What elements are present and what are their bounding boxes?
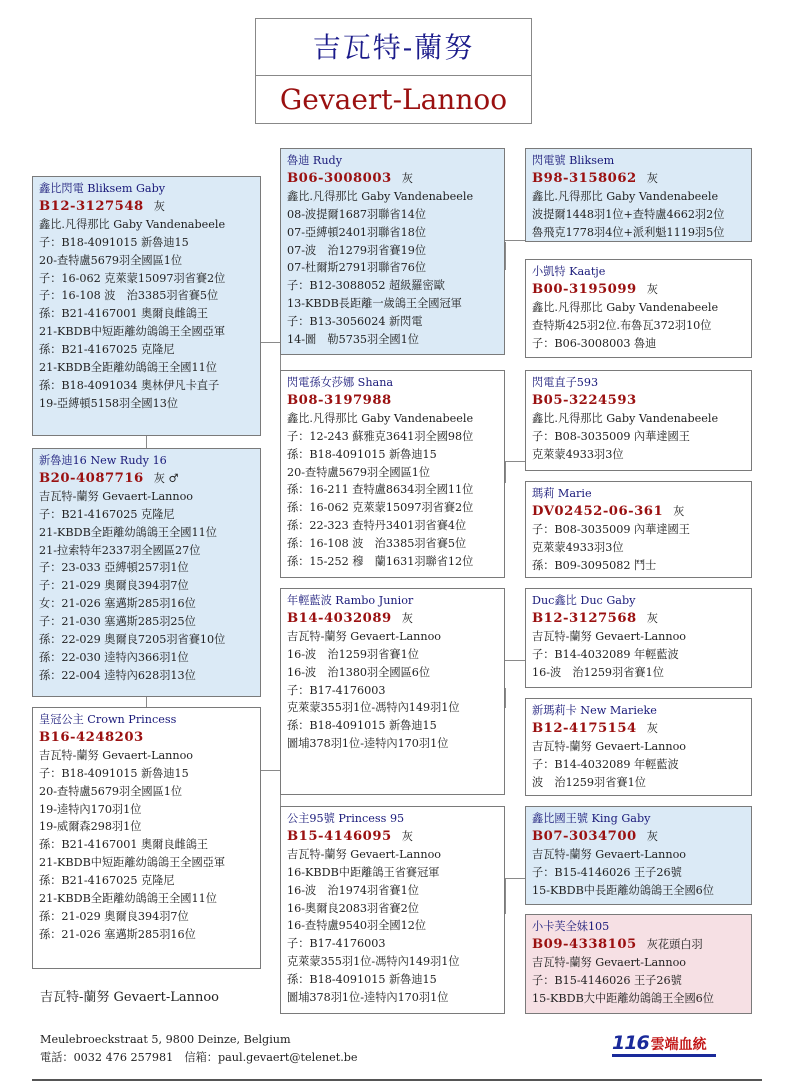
card-lines — [532, 846, 745, 900]
pedigree-card-dsd[interactable] — [525, 698, 752, 796]
pigeon-name: Duc鑫比 Duc Gaby — [532, 594, 636, 607]
record-line: 波 治1259羽省賽1位 — [532, 775, 646, 789]
record-line: 子：B18-4091015 新魯迪15 — [39, 766, 189, 780]
record-line: 07-波 治1279羽省賽19位 — [287, 243, 427, 257]
record-line: 子：B15-4146026 王子26號 — [532, 865, 682, 879]
pigeon-name: 瑪莉 Marie — [532, 487, 592, 500]
record-line: 16-查特盧9540羽全國12位 — [287, 919, 427, 933]
connector — [505, 461, 506, 483]
card-lines — [287, 628, 498, 753]
record-line: 魯飛克1778羽4位+派利魁1119羽5位 — [532, 225, 725, 239]
ring-number: B09-4338105 — [532, 936, 637, 952]
record-line: 15-KBDB大中距離幼鴿鴿王全國6位 — [532, 991, 714, 1005]
record-line: 鑫比.凡得那比 Gaby Vandenabeele — [287, 189, 474, 203]
pigeon-color: 灰 — [646, 611, 658, 625]
record-line: 孫：B18-4091015 新魯迪15 — [287, 447, 437, 461]
record-line: 16-奧爾良2083羽省賽2位 — [287, 901, 419, 915]
record-line: 子：16-108 波 治3385羽省賽5位 — [39, 289, 219, 303]
record-line: 吉瓦特-蘭努 Gevaert-Lannoo — [287, 847, 442, 861]
pigeon-color: 灰 — [646, 721, 658, 735]
pigeon-name: 公主95號 Princess 95 — [287, 812, 405, 825]
pigeon-name: 新瑪莉卡 New Marieke — [532, 704, 657, 717]
record-line: 16-波 治1380羽全國區6位 — [287, 665, 431, 679]
ring-number: B14-4032089 — [287, 610, 392, 626]
card-lines — [39, 488, 254, 685]
card-lines — [532, 299, 745, 353]
ring-number: B07-3034700 — [532, 828, 637, 844]
record-line: 克萊蒙355羽1位-馮特內149羽1位 — [287, 955, 460, 969]
contact-block — [40, 1031, 358, 1067]
record-line: 鑫比.凡得那比 Gaby Vandenabeele — [532, 411, 719, 425]
pedigree-card-dam[interactable] — [32, 707, 261, 969]
record-line: 孫：B18-4091034 奧林伊凡卡直子 — [39, 378, 220, 392]
ring-number: B06-3008003 — [287, 170, 392, 186]
connector — [505, 878, 506, 914]
pigeon-name: 小卡芙全妹105 — [532, 920, 610, 933]
record-line: 子：B14-4032089 年輕藍波 — [532, 647, 679, 661]
connector — [505, 461, 525, 462]
record-line: 吉瓦特-蘭努 Gevaert-Lannoo — [39, 748, 194, 762]
record-line: 吉瓦特-蘭努 Gevaert-Lannoo — [532, 955, 687, 969]
breeder-name-chinese: 吉瓦特-蘭努 — [256, 19, 531, 76]
record-line: 孫：22-323 查特丹3401羽省賽4位 — [287, 519, 467, 533]
connector — [505, 240, 525, 241]
card-lines — [287, 410, 498, 571]
record-line: 20-查特盧5679羽全國區1位 — [287, 465, 431, 479]
pigeon-name: 閃電號 Bliksem — [532, 154, 615, 167]
record-line: 19-亞縛頓5158羽全國13位 — [39, 396, 179, 410]
card-lines — [39, 216, 254, 413]
pigeon-color: 灰 — [401, 829, 413, 843]
pigeon-color: 灰 — [646, 282, 658, 296]
record-line: 21-KBDB全距離幼鴿鴿王全國11位 — [39, 892, 217, 906]
pedigree-card-sss[interactable] — [525, 148, 752, 242]
record-line: 鑫比.凡得那比 Gaby Vandenabeele — [532, 300, 719, 314]
record-line: 子：12-243 蘇雅克3641羽全國98位 — [287, 429, 474, 443]
record-line: 孫：22-030 逵特內366羽1位 — [39, 650, 189, 664]
record-line: 07-亞縛頓2401羽聯省18位 — [287, 225, 427, 239]
pigeon-color: 灰 ♂ — [153, 471, 179, 485]
pigeon-color: 灰 — [401, 611, 413, 625]
record-line: 子：B12-3088052 超級羅密歐 — [287, 279, 445, 293]
ring-number: DV02452-06-361 — [532, 503, 664, 519]
contact-line: 電話：0032 476 257981 信箱：paul.gevaert@telenet.be — [40, 1051, 358, 1064]
record-line: 20-查特盧5679羽全國區1位 — [39, 784, 183, 798]
record-line: 孫：B21-4167025 克隆尼 — [39, 874, 175, 888]
record-line: 07-杜爾斯2791羽聯省76位 — [287, 261, 427, 275]
logo-text: 雲端血統 — [650, 1037, 707, 1053]
pigeon-color: 灰花頭白羽 — [646, 937, 703, 951]
record-line: 21-KBDB全距離幼鴿鴿王全國11位 — [39, 525, 217, 539]
record-line: 13-KBDB長距離一歲鴿王全國冠軍 — [287, 297, 462, 311]
pigeon-name: 魯迪 Rudy — [287, 154, 343, 167]
record-line: 孫：B21-4167025 克隆尼 — [39, 343, 175, 357]
pedigree-card-sdd[interactable] — [525, 481, 752, 578]
pedigree-card-dam-dam[interactable] — [280, 806, 505, 1014]
card-lines — [532, 188, 745, 242]
address-line: Meulebroeckstraat 5, 9800 Deinze, Belgium — [40, 1033, 291, 1046]
ring-number: B16-4248203 — [39, 729, 144, 745]
record-line: 20-查特盧5679羽全國區1位 — [39, 253, 183, 267]
record-line: 子：B21-4167025 克隆尼 — [39, 507, 175, 521]
record-line: 子：23-033 亞縛頓257羽1位 — [39, 561, 189, 575]
record-line: 子：B08-3035009 內華達國王 — [532, 522, 690, 536]
record-line: 子：16-062 克萊蒙15097羽省賽2位 — [39, 271, 226, 285]
ring-number: B05-3224593 — [532, 392, 637, 408]
record-line: 孫：B21-4167001 奧爾良雌鴿王 — [39, 307, 209, 321]
record-line: 克萊蒙4933羽3位 — [532, 540, 624, 554]
card-lines — [532, 738, 745, 792]
record-line: 鑫比.凡得那比 Gaby Vandenabeele — [532, 189, 719, 203]
bottom-divider — [32, 1079, 762, 1081]
record-line: 子：B18-4091015 新魯迪15 — [39, 235, 189, 249]
record-line: 吉瓦特-蘭努 Gevaert-Lannoo — [39, 489, 194, 503]
pigeon-name: 鑫比閃電 Bliksem Gaby — [39, 182, 166, 195]
record-line: 21-KBDB全距離幼鴿鴿王全國11位 — [39, 361, 217, 375]
record-line: 14-圖 勒5735羽全國1位 — [287, 333, 419, 347]
pigeon-color: 灰 — [401, 171, 413, 185]
pigeon-color: 灰 — [646, 829, 658, 843]
record-line: 子：B06-3008003 魯迪 — [532, 336, 657, 350]
record-line: 16-波 治1259羽省賽1位 — [287, 647, 419, 661]
pigeon-name: 皇冠公主 Crown Princess — [39, 713, 177, 726]
pigeon-name: 閃電孫女莎娜 Shana — [287, 376, 394, 389]
pedigree-card-sire[interactable] — [32, 176, 261, 436]
card-lines — [287, 188, 498, 349]
card-lines — [39, 747, 254, 944]
record-line: 圖埔378羽1位-逵特內170羽1位 — [287, 991, 449, 1005]
pigeon-color: 灰 — [153, 199, 165, 213]
pigeon-name: 鑫比國王號 King Gaby — [532, 812, 651, 825]
site-logo[interactable] — [612, 1032, 707, 1054]
record-line: 16-KBDB中距離鴿王省賽冠軍 — [287, 865, 440, 879]
record-line: 16-波 治1259羽省賽1位 — [532, 665, 664, 679]
pigeon-color: 灰 — [673, 504, 685, 518]
ring-number: B15-4146095 — [287, 828, 392, 844]
connector — [505, 878, 525, 879]
pigeon-color: 灰 — [646, 171, 658, 185]
record-line: 子：B14-4032089 年輕藍波 — [532, 757, 679, 771]
pedigree-card-dds[interactable] — [525, 806, 752, 905]
record-line: 孫：B09-3095082 鬥士 — [532, 558, 657, 572]
record-line: 子：B08-3035009 內華達國王 — [532, 429, 690, 443]
record-line: 08-波提爾1687羽聯省14位 — [287, 207, 427, 221]
ring-number: B12-3127568 — [532, 610, 637, 626]
ring-number: B12-3127548 — [39, 198, 144, 214]
connector — [505, 242, 506, 270]
record-line: 孫：22-004 逵特內628羽13位 — [39, 668, 196, 682]
pedigree-card-dam-sire[interactable] — [280, 588, 505, 795]
record-line: 子：B17-4176003 — [287, 937, 386, 951]
record-line: 吉瓦特-蘭努 Gevaert-Lannoo — [532, 847, 687, 861]
connector — [146, 436, 147, 448]
record-line: 孫：B18-4091015 新魯迪15 — [287, 719, 437, 733]
record-line: 鑫比.凡得那比 Gaby Vandenabeele — [39, 217, 226, 231]
ring-number: B08-3197988 — [287, 392, 392, 408]
connector — [146, 697, 147, 707]
record-line: 克萊蒙4933羽3位 — [532, 447, 624, 461]
card-lines — [532, 628, 745, 682]
record-line: 16-波 治1974羽省賽1位 — [287, 883, 419, 897]
record-line: 吉瓦特-蘭努 Gevaert-Lannoo — [532, 739, 687, 753]
record-line: 孫：B18-4091015 新魯迪15 — [287, 973, 437, 987]
pedigree-card-ssd[interactable] — [525, 259, 752, 358]
pigeon-name: 閃電直子593 — [532, 376, 599, 389]
record-line: 圖埔378羽1位-逵特內170羽1位 — [287, 737, 449, 751]
card-lines — [532, 521, 745, 575]
connector — [505, 660, 525, 661]
record-line: 15-KBDB中長距離幼鴿鴿王全國6位 — [532, 883, 714, 897]
pigeon-name: 年輕藍波 Rambo Junior — [287, 594, 414, 607]
record-line: 查特斯425羽2位.布魯瓦372羽10位 — [532, 318, 712, 332]
record-line: 孫：16-211 查特盧8634羽全國11位 — [287, 483, 474, 497]
record-line: 吉瓦特-蘭努 Gevaert-Lannoo — [287, 629, 442, 643]
ring-number: B00-3195099 — [532, 281, 637, 297]
record-line: 子：21-030 塞邁斯285羽25位 — [39, 615, 196, 629]
record-line: 吉瓦特-蘭努 Gevaert-Lannoo — [532, 629, 687, 643]
pedigree-card-sire-dam[interactable] — [280, 370, 505, 578]
record-line: 孫：16-108 波 治3385羽省賽5位 — [287, 537, 467, 551]
record-line: 孫：22-029 奧爾良7205羽省賽10位 — [39, 633, 226, 647]
logo-number: 116 — [612, 1032, 649, 1054]
record-line: 21-拉索特年2337羽全國區27位 — [39, 543, 201, 557]
record-line: 波提爾1448羽1位+查特盧4662羽2位 — [532, 207, 725, 221]
pedigree-title — [255, 18, 532, 124]
ring-number: B20-4087716 — [39, 470, 144, 486]
record-line: 子：B17-4176003 — [287, 683, 386, 697]
card-lines — [532, 410, 745, 464]
pigeon-name: 小凱特 Kaatje — [532, 265, 606, 278]
pedigree-card-subject[interactable] — [32, 448, 261, 697]
breeder-signature: 吉瓦特-蘭努 Gevaert-Lannoo — [40, 990, 220, 1005]
pedigree-card-ddd[interactable] — [525, 914, 752, 1014]
pedigree-card-sds[interactable] — [525, 370, 752, 471]
ring-number: B98-3158062 — [532, 170, 637, 186]
record-line: 19-威爾森298羽1位 — [39, 820, 142, 834]
record-line: 孫：B21-4167001 奧爾良雌鴿王 — [39, 838, 209, 852]
record-line: 鑫比.凡得那比 Gaby Vandenabeele — [287, 411, 474, 425]
record-line: 孫：15-252 穆 蘭1631羽聯省12位 — [287, 555, 474, 569]
record-line: 21-KBDB中短距離幼鴿鴿王全國亞軍 — [39, 856, 226, 870]
record-line: 19-逵特內170羽1位 — [39, 802, 142, 816]
record-line: 孫：21-029 奧爾良394羽7位 — [39, 909, 189, 923]
card-lines — [532, 954, 745, 1008]
ring-number: B12-4175154 — [532, 720, 637, 736]
record-line: 子：B13-3056024 新閃電 — [287, 315, 423, 329]
pigeon-name: 新魯迪16 New Rudy 16 — [39, 454, 167, 467]
card-lines — [287, 846, 498, 1007]
record-line: 女：21-026 塞邁斯285羽16位 — [39, 597, 196, 611]
record-line: 子：B15-4146026 王子26號 — [532, 973, 682, 987]
record-line: 克萊蒙355羽1位-馮特內149羽1位 — [287, 701, 460, 715]
record-line: 孫：16-062 克萊蒙15097羽省賽2位 — [287, 501, 474, 515]
connector — [505, 688, 506, 708]
record-line: 孫：21-026 塞邁斯285羽16位 — [39, 927, 196, 941]
pedigree-card-sire-sire[interactable] — [280, 148, 505, 355]
record-line: 子：21-029 奧爾良394羽7位 — [39, 579, 189, 593]
connector — [261, 342, 280, 343]
record-line: 21-KBDB中短距離幼鴿鴿王全國亞軍 — [39, 325, 226, 339]
pedigree-card-dss[interactable] — [525, 588, 752, 688]
logo-underline — [612, 1054, 716, 1057]
connector — [261, 770, 280, 771]
breeder-name-english: Gevaert-Lannoo — [279, 83, 508, 116]
